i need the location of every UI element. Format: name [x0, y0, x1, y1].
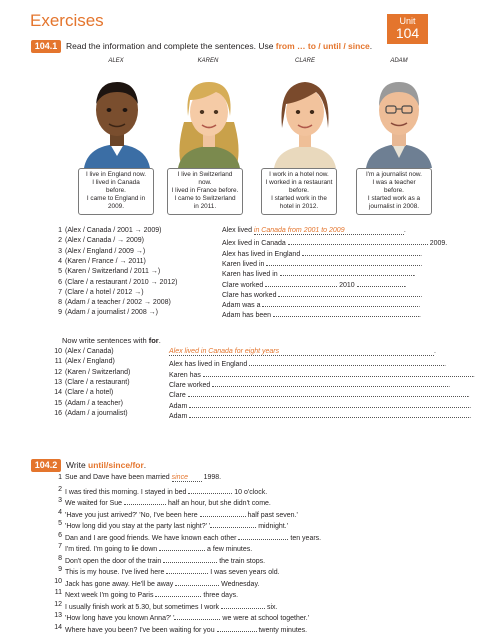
item-sentence — [169, 379, 450, 389]
sentence-end: midnight.' — [256, 523, 288, 530]
bubble-line: in 2011. — [193, 203, 217, 210]
item-sentence — [65, 520, 288, 530]
sentence-start: Don't open the door of the train — [65, 557, 164, 565]
bubble-line: I was a teacher — [372, 179, 416, 186]
item-number: 2 — [58, 485, 62, 493]
answer-blank[interactable] — [221, 601, 265, 609]
item-number: 8 — [58, 554, 62, 562]
answer-blank[interactable] — [357, 279, 405, 287]
sentence-end: . — [448, 381, 451, 389]
bubble-line: I started work in the — [271, 195, 327, 202]
bubble-line: now. — [198, 179, 212, 186]
item-context: (Alex / England) — [65, 358, 115, 366]
item-sentence — [222, 279, 407, 289]
item-sentence — [65, 486, 267, 496]
item-sentence — [222, 258, 422, 268]
answer-blank[interactable] — [212, 379, 451, 389]
sentence-end: . — [413, 271, 416, 279]
speech-bubble-clare — [261, 168, 337, 215]
item-number: 13 — [54, 378, 62, 386]
item-sentence — [222, 299, 420, 309]
item-sentence — [65, 578, 259, 588]
item-number: 5 — [58, 268, 62, 276]
unit-label: Unit — [399, 16, 416, 26]
answer-blank[interactable] — [254, 227, 404, 235]
item-context: (Clare / a restaurant) — [65, 378, 130, 386]
unit-number: 104 — [395, 25, 420, 41]
sentence-start: Sue and Dave have been married — [65, 474, 172, 481]
item-number: 12 — [54, 600, 62, 608]
exercise-number-2: 104.2 — [31, 459, 61, 472]
item-number: 7 — [58, 543, 62, 550]
bubble-line: hotel in 2012. — [279, 203, 319, 210]
item-sentence — [65, 601, 277, 611]
sentence-start: Clare — [169, 392, 188, 400]
answer-blank[interactable] — [280, 268, 416, 279]
person-name-clare: CLARE — [294, 58, 315, 64]
item-number: 3 — [58, 247, 62, 255]
answer-blank[interactable] — [278, 289, 423, 299]
sentence-end: . — [444, 361, 447, 369]
answer-blank[interactable] — [302, 248, 423, 258]
answer-blank[interactable] — [155, 589, 201, 597]
answer-blank[interactable] — [265, 279, 337, 287]
person-name-alex: ALEX — [108, 58, 124, 64]
item-sentence — [222, 289, 422, 299]
sentence-end: Wednesday. — [219, 580, 260, 588]
sentence-start: Where have you been? I've been waiting for you — [65, 626, 217, 634]
item-context: (Karen / Switzerland / 2011 →) — [65, 268, 161, 276]
answer-blank[interactable] — [166, 566, 208, 574]
sentence-start: I usually finish work at 5.30, but sometimes I work — [65, 603, 222, 611]
sentence-end: . — [418, 312, 421, 320]
item-number: 9 — [58, 566, 62, 573]
sub-instruction-text: Now write sentences with — [62, 336, 149, 345]
answer-text: since — [171, 474, 188, 481]
exercise-2-instruction — [66, 460, 146, 470]
item-sentence — [65, 543, 252, 553]
sentence-end: ten years. — [288, 534, 322, 542]
instruction-text: Read the information and complete the sentences. Use — [66, 41, 276, 51]
sentence-end: . — [420, 260, 423, 268]
sentence-end: . — [472, 371, 475, 379]
item-number: 11 — [54, 589, 62, 596]
sentence-end: 1998. — [201, 474, 222, 481]
item-context: (Alex / Canada / → 2009) — [65, 237, 144, 245]
item-context: (Adam / a teacher) — [65, 399, 123, 407]
item-context: (Clare / a restaurant / 2010 → 2012) — [65, 278, 178, 286]
item-sentence — [65, 589, 238, 599]
speech-bubble-alex — [78, 168, 154, 215]
answer-blank[interactable] — [249, 358, 447, 369]
bubble-line: I came to Switzerland — [174, 195, 236, 202]
item-number: 10 — [54, 577, 62, 585]
sentence-end: 10 o'clock. — [232, 488, 268, 496]
sub-instruction-end: . — [158, 336, 161, 345]
instruction-bold: until/since/for — [88, 460, 144, 470]
sentence-end: half past seven.' — [245, 511, 298, 519]
bubble-line: before. — [289, 187, 309, 194]
item-sentence — [65, 566, 280, 576]
answer-blank[interactable] — [169, 348, 434, 356]
bubble-line: before. — [384, 187, 404, 194]
item-number: 10 — [54, 348, 62, 355]
answer-blank[interactable] — [266, 258, 423, 268]
bubble-line: I worked in a restaurant — [265, 179, 333, 186]
item-sentence — [65, 474, 221, 482]
sentence-start: I was tired this morning. I stayed in bed — [65, 488, 189, 496]
sentence-end: . — [418, 302, 421, 310]
sentence-end: half an hour, but she didn't come. — [166, 500, 271, 507]
exercise-1-instruction — [66, 41, 372, 51]
item-context: (Clare / a hotel / 2012 →) — [65, 288, 144, 296]
answer-blank[interactable] — [174, 612, 220, 620]
answer-blank[interactable] — [189, 400, 472, 410]
bubble-line: before. — [106, 187, 126, 194]
instruction-end: . — [369, 41, 373, 51]
item-sentence — [169, 400, 471, 410]
sentence-end: . — [467, 392, 470, 400]
answer-blank[interactable] — [273, 309, 421, 320]
sentence-start: Dan and I are good friends. We have known each other — [65, 534, 239, 542]
item-number: 1 — [58, 474, 62, 481]
page-title: Exercises — [30, 11, 104, 30]
answer-blank[interactable] — [189, 410, 472, 420]
person-name-adam: ADAM — [390, 58, 408, 64]
sentence-start: Adam was a — [222, 302, 263, 310]
answer-blank[interactable] — [175, 578, 219, 586]
item-context: (Alex / England / 2009 →) — [65, 247, 146, 255]
sentence-start: 'How long have you known Anna?' ' — [65, 615, 175, 622]
item-number: 4 — [58, 257, 62, 265]
item-context: (Clare / a hotel) — [65, 389, 114, 397]
speech-bubble-karen — [167, 168, 243, 215]
item-sentence — [65, 497, 271, 507]
sentence-start: Alex has lived in England — [222, 250, 303, 258]
unit-badge — [387, 14, 428, 44]
sentence-start: Adam has been — [222, 312, 273, 320]
sentence-start: Clare worked — [222, 281, 266, 289]
bubble-line: I lived in Canada — [92, 179, 140, 186]
item-sentence — [65, 612, 309, 622]
item-sentence — [222, 227, 406, 235]
sentence-end: . — [420, 250, 423, 258]
bubble-line: I work in a hotel now. — [269, 171, 329, 178]
sentence-start: Karen has — [169, 371, 203, 379]
item-number: 9 — [58, 309, 62, 317]
item-number: 16 — [54, 409, 62, 417]
sentence-start: Adam — [169, 412, 190, 420]
sentence-end: . — [469, 412, 472, 420]
sentence-end: . — [420, 291, 423, 299]
sentence-start: I'm tired. I'm going to lie down — [65, 546, 160, 553]
sentence-start: Clare worked — [169, 381, 213, 389]
sentence-start: Alex lived — [222, 227, 254, 234]
item-number: 6 — [58, 531, 62, 539]
item-number: 1 — [58, 227, 62, 234]
person-name-karen: KAREN — [197, 58, 219, 64]
item-number: 8 — [58, 299, 62, 307]
sentence-end: 2009. — [427, 240, 448, 248]
item-context: (Karen / France / → 2011) — [65, 257, 146, 265]
item-number: 7 — [58, 288, 62, 296]
item-number: 14 — [54, 623, 62, 631]
item-sentence — [169, 410, 471, 420]
item-number: 6 — [58, 278, 62, 286]
sentence-end: . — [403, 227, 406, 234]
sentence-end: a few minutes. — [205, 546, 253, 553]
item-sentence — [169, 369, 475, 379]
sentence-start: We waited for Sue — [65, 500, 125, 507]
instruction-text: Write — [66, 460, 89, 470]
answer-text: in Canada from 2001 to 2009 — [253, 227, 345, 234]
item-sentence — [222, 309, 421, 319]
sentence-end: 2010 — [337, 281, 357, 289]
sentence-start: 'Have you just arrived?' 'No, I've been here — [65, 511, 200, 519]
bubble-line: I lived in France before. — [171, 187, 239, 194]
bubble-line: I live in Switzerland — [177, 171, 233, 178]
answer-blank[interactable] — [124, 497, 166, 505]
sentence-start: 'How long did you stay at the party last night?' ' — [65, 523, 211, 530]
clare-illustration — [268, 70, 342, 168]
item-context: (Alex / Canada) — [65, 348, 114, 355]
bubble-line: journalist in 2008. — [368, 203, 420, 210]
answer-blank[interactable] — [188, 486, 232, 494]
instruction-bold: from … to / until / since — [275, 41, 370, 51]
sentence-end: . — [404, 281, 407, 289]
bubble-line: I live in England now. — [85, 171, 147, 178]
item-sentence — [169, 389, 470, 399]
item-sentence — [169, 358, 446, 368]
sentence-start: Karen has lived in — [222, 271, 280, 279]
item-context: (Alex / Canada / 2001 → 2009) — [65, 227, 162, 234]
answer-blank[interactable] — [188, 389, 470, 400]
item-context: (Adam / a journalist) — [65, 409, 128, 417]
answer-blank[interactable] — [200, 509, 246, 517]
item-number: 13 — [54, 612, 62, 619]
answer-blank[interactable] — [210, 520, 256, 528]
item-context: (Adam / a teacher / 2002 → 2008) — [65, 299, 171, 307]
sentence-start: Alex has lived in England — [169, 361, 250, 369]
karen-illustration — [172, 70, 246, 168]
speech-bubble-adam — [356, 168, 432, 215]
exercise-number-1: 104.1 — [31, 40, 61, 53]
instruction-end: . — [143, 460, 147, 470]
sentence-start: Karen lived in — [222, 260, 267, 268]
item-number: 2 — [58, 237, 62, 245]
item-sentence — [222, 237, 447, 247]
adam-illustration — [362, 70, 436, 168]
item-sentence — [169, 348, 436, 356]
sentence-end: the train stops. — [217, 557, 266, 565]
bubble-line: I started work as a — [367, 195, 421, 202]
item-number: 12 — [54, 368, 62, 376]
answer-blank[interactable] — [288, 237, 428, 245]
sentence-end: six. — [265, 603, 278, 611]
item-sentence — [222, 248, 422, 258]
answer-blank[interactable] — [262, 299, 421, 310]
sentence-start: Alex lived in Canada — [222, 240, 288, 248]
alex-illustration — [80, 70, 154, 168]
item-sentence — [222, 268, 416, 278]
item-number: 14 — [54, 389, 62, 397]
exercise-1-sub-instruction — [62, 336, 161, 345]
sentence-start: Jack has gone away. He'll be away — [65, 580, 176, 588]
item-number: 5 — [58, 520, 62, 527]
sentence-end: . — [469, 402, 472, 410]
item-sentence — [65, 555, 265, 565]
item-number: 11 — [54, 358, 62, 366]
item-context: (Adam / a journalist / 2008 →) — [65, 309, 158, 317]
bubble-line: I came to England in — [86, 195, 146, 202]
sub-instruction-bold: for — [148, 336, 159, 345]
sentence-start: Next week I'm going to Paris — [65, 592, 156, 599]
item-number: 3 — [58, 497, 62, 504]
sentence-start: Adam — [169, 402, 190, 410]
item-number: 15 — [54, 399, 62, 407]
item-number: 4 — [58, 508, 62, 516]
bubble-line: I'm a journalist now. — [366, 171, 422, 178]
sentence-end: . — [434, 348, 436, 355]
bubble-line: 2009. — [108, 203, 124, 210]
sentence-end: three days. — [201, 592, 239, 599]
answer-blank[interactable] — [203, 369, 473, 377]
item-context: (Karen / Switzerland) — [65, 368, 131, 376]
answer-blank[interactable] — [217, 624, 257, 632]
item-sentence — [65, 509, 298, 519]
answer-blank[interactable] — [238, 532, 288, 540]
sentence-start: Clare has worked — [222, 291, 279, 299]
sentence-start: This is my house. I've lived here — [65, 569, 167, 576]
sentence-end: we were at school together.' — [220, 615, 309, 622]
answer-blank[interactable] — [163, 555, 217, 563]
sentence-end: I was seven years old. — [208, 569, 280, 576]
sentence-end: twenty minutes. — [256, 626, 308, 634]
answer-blank[interactable] — [159, 543, 205, 551]
answer-blank[interactable] — [172, 474, 202, 482]
answer-text: Alex lived in Canada for eight years — [169, 348, 280, 355]
item-sentence — [65, 624, 307, 634]
item-sentence — [65, 532, 321, 542]
